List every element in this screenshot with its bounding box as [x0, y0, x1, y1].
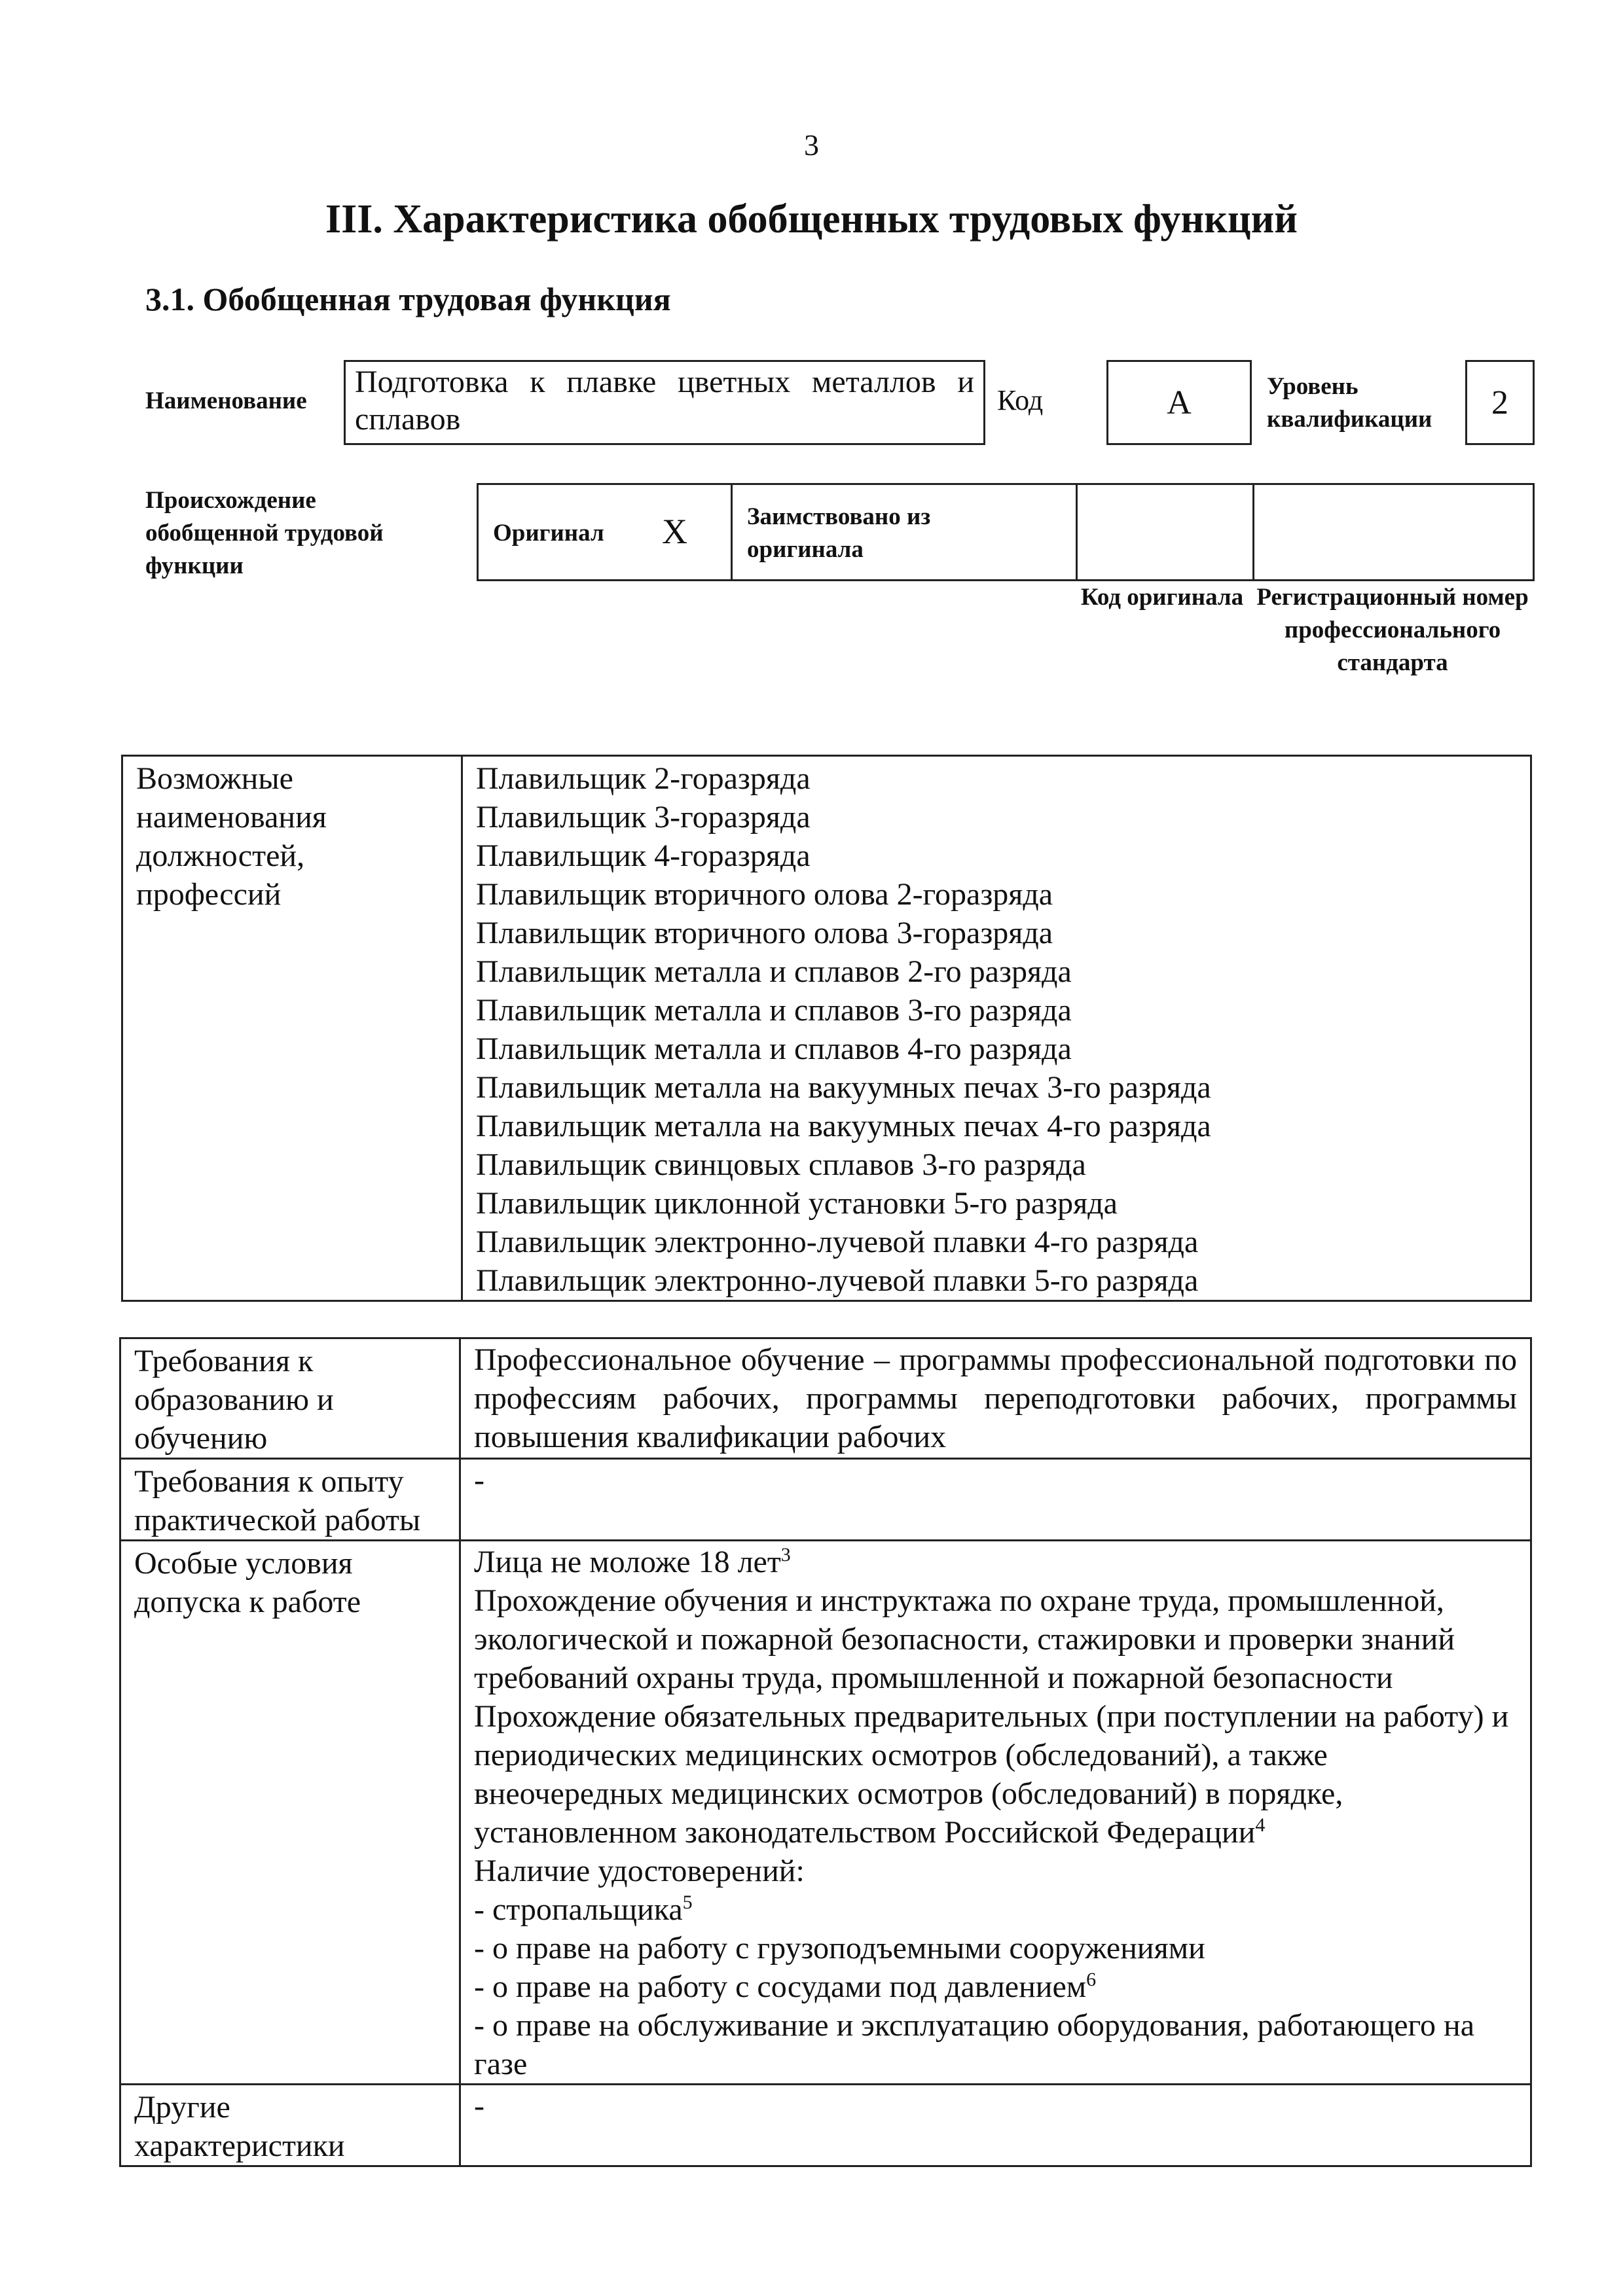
special-condition-line: - о праве на работу с сосудами под давлением$^6$	[474, 1969, 1097, 2004]
position-item: Плавильщик металла на вакуумных печах 3-го разряда	[476, 1070, 1211, 1105]
origin-borrowed-cell	[731, 485, 1076, 579]
position-item: Плавильщик металла и сплавов 4-го разряда	[476, 1031, 1072, 1066]
original-code-caption: Код оригинала	[1080, 584, 1244, 611]
origin-original-cell	[479, 485, 731, 579]
special-condition-line: Прохождение обязательных предварительных (при поступлении на работу) и периодических медицинских осмотров (обследований), а также внеочередных медицинских осмотров (обследований) в порядке, установленном законодательством Российской Федерации$^4$	[474, 1699, 1509, 1850]
special-condition-line: Лица не моложе 18 лет$^3$	[474, 1544, 791, 1579]
borrowed-label: Заимствовано из оригинала	[747, 503, 931, 563]
position-item: Плавильщик металла на вакуумных печах 4-го разряда	[476, 1109, 1211, 1143]
education-row	[120, 1338, 1531, 1459]
position-item: Плавильщик металла и сплавов 2-го разряда	[476, 954, 1072, 989]
positions-table	[121, 755, 1532, 1302]
experience-label: Требования к опыту практической работы	[120, 1459, 460, 1541]
position-item: Плавильщик вторичного олова 2-горазряда	[476, 877, 1053, 912]
positions-list	[462, 756, 1531, 1301]
special-conditions-row	[120, 1541, 1531, 2085]
special-condition-line: - о праве на работу с грузоподъемными сооружениями	[474, 1931, 1205, 1965]
other-label: Другие характеристики	[120, 2085, 460, 2166]
original-label: Оригинал	[493, 520, 604, 547]
other-value: -	[460, 2085, 1531, 2166]
name-label: Наименование	[145, 387, 307, 414]
origin-label: Происхождение обобщенной трудовой функции	[145, 487, 384, 579]
position-item: Плавильщик 3-горазряда	[476, 800, 811, 834]
special-condition-line: - стропальщика$^5$	[474, 1892, 693, 1927]
code-label: Код	[997, 384, 1044, 416]
position-item: Плавильщик вторичного олова 3-горазряда	[476, 916, 1053, 950]
function-name-value: Подготовка к плавке цветных металлов и сплавов	[344, 360, 985, 445]
subsection-title: 3.1. Обобщенная трудовая функция	[145, 281, 671, 317]
original-code-cell	[1076, 485, 1252, 579]
reg-number-caption: Регистрационный номер профессионального стандарта	[1256, 584, 1529, 676]
reg-number-cell	[1252, 485, 1537, 579]
position-item: Плавильщик электронно-лучевой плавки 5-го разряда	[476, 1263, 1199, 1298]
position-item: Плавильщик 2-горазряда	[476, 761, 811, 796]
section-title: III. Характеристика обобщенных трудовых функций	[325, 197, 1298, 242]
experience-row	[120, 1459, 1531, 1541]
special-conditions-label: Особые условия допуска к работе	[120, 1541, 460, 2085]
special-condition-line: Прохождение обучения и инструктажа по охране труда, промышленной, экологической и пожарной безопасности, стажировки и проверки знаний требований охраны труда, промышленной и пожарной безопасности	[474, 1583, 1455, 1695]
experience-value: -	[460, 1459, 1531, 1541]
position-item: Плавильщик 4-горазряда	[476, 838, 811, 873]
position-item: Плавильщик электронно-лучевой плавки 4-го разряда	[476, 1225, 1199, 1259]
function-code-value: A	[1106, 360, 1252, 445]
original-mark: X	[662, 512, 687, 551]
education-value: Профессиональное обучение – программы профессиональной подготовки по профессиям рабочих, программы переподготовки рабочих, программы повышения квалификации рабочих	[460, 1338, 1531, 1459]
special-condition-line: Наличие удостоверений:	[474, 1854, 805, 1888]
qualification-level-value: 2	[1465, 360, 1535, 445]
education-label: Требования к образованию и обучению	[120, 1338, 460, 1459]
position-item: Плавильщик металла и сплавов 3-го разряда	[476, 993, 1072, 1028]
special-condition-line: - о праве на обслуживание и эксплуатацию оборудования, работающего на газе	[474, 2008, 1475, 2081]
other-row	[120, 2085, 1531, 2166]
position-item: Плавильщик циклонной установки 5-го разряда	[476, 1186, 1118, 1221]
positions-label: Возможные наименования должностей, профессий	[122, 756, 462, 1301]
requirements-table	[119, 1337, 1532, 2167]
position-item: Плавильщик свинцовых сплавов 3-го разряда	[476, 1147, 1086, 1182]
origin-table	[477, 483, 1535, 581]
page-number: 3	[804, 128, 819, 162]
special-conditions-value	[460, 1541, 1531, 2085]
qualification-level-label: Уровень квалификации	[1267, 373, 1432, 433]
